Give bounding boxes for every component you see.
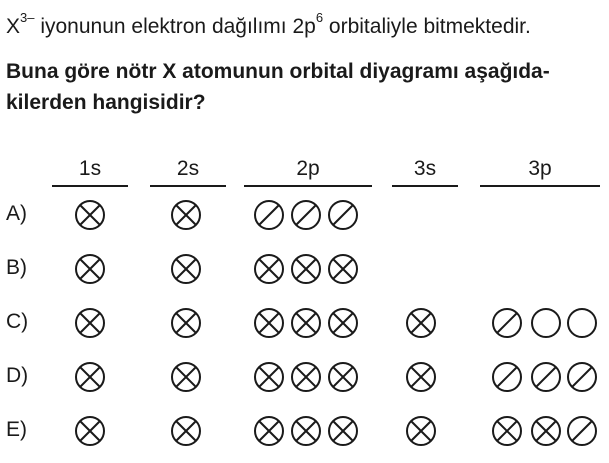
header-rule	[52, 185, 128, 187]
question-bold-line-2: kilerden hangisidir?	[6, 91, 206, 114]
orbital-full	[405, 307, 437, 339]
orbital-full	[74, 307, 106, 339]
orbital-full	[530, 415, 562, 447]
header-3s	[392, 157, 458, 187]
orbital-full	[290, 361, 322, 393]
orbital-full	[253, 415, 285, 447]
option-e-label[interactable]: E)	[6, 418, 27, 441]
ion-symbol: X	[6, 15, 21, 38]
header-label: 2s	[176, 157, 200, 180]
orbital-full	[327, 307, 359, 339]
orbital-half	[566, 415, 598, 447]
orbital-full	[74, 415, 106, 447]
header-rule	[150, 185, 226, 187]
orbital-full	[74, 199, 106, 231]
orbital-full	[170, 415, 202, 447]
orbital-full	[74, 361, 106, 393]
orbital-full	[327, 415, 359, 447]
header-3p	[480, 157, 600, 187]
option-c-label[interactable]: C)	[6, 310, 29, 333]
orbital-full	[405, 361, 437, 393]
header-2p	[244, 157, 372, 187]
orbital-full	[74, 253, 106, 285]
header-2s	[150, 157, 226, 187]
orbital-full	[253, 253, 285, 285]
orbital-half	[290, 199, 322, 231]
orbital-half	[327, 199, 359, 231]
orbital-full	[253, 307, 285, 339]
option-d-label[interactable]: D)	[6, 364, 29, 387]
header-rule	[392, 185, 458, 187]
orbital-empty	[530, 307, 562, 339]
orbital-half	[566, 361, 598, 393]
orbital-full	[491, 415, 523, 447]
header-rule	[480, 185, 600, 187]
question-line-1	[6, 10, 531, 40]
header-label: 1s	[78, 157, 102, 180]
orbital-half	[253, 199, 285, 231]
orbital-empty	[566, 307, 598, 339]
orbital-full	[405, 415, 437, 447]
question-text-mid: iyonunun elektron dağılımı 2p	[34, 15, 316, 38]
option-b-label[interactable]: B)	[6, 256, 27, 279]
orbital-half	[530, 361, 562, 393]
orbital-full	[170, 361, 202, 393]
header-label: 3s	[413, 157, 437, 180]
question-bold-line-1: Buna göre nötr X atomunun orbital diyagramı aşağıda-	[6, 60, 550, 83]
header-label: 3p	[528, 157, 552, 180]
orbital-full	[253, 361, 285, 393]
orbital-full	[170, 253, 202, 285]
orbital-half	[491, 307, 523, 339]
header-label: 2p	[296, 157, 320, 180]
orbital-full	[170, 199, 202, 231]
orbital-full	[327, 253, 359, 285]
ion-charge: 3–	[20, 10, 35, 25]
header-1s	[52, 157, 128, 187]
option-a-label[interactable]: A)	[6, 202, 27, 225]
question-text-end: orbitaliyle bitmektedir.	[323, 15, 531, 38]
orbital-full	[290, 307, 322, 339]
orbital-half	[491, 361, 523, 393]
orbital-full	[290, 415, 322, 447]
header-rule	[244, 185, 372, 187]
orbital-full	[170, 307, 202, 339]
superscript-six: 6	[315, 10, 324, 25]
orbital-full	[327, 361, 359, 393]
orbital-full	[290, 253, 322, 285]
